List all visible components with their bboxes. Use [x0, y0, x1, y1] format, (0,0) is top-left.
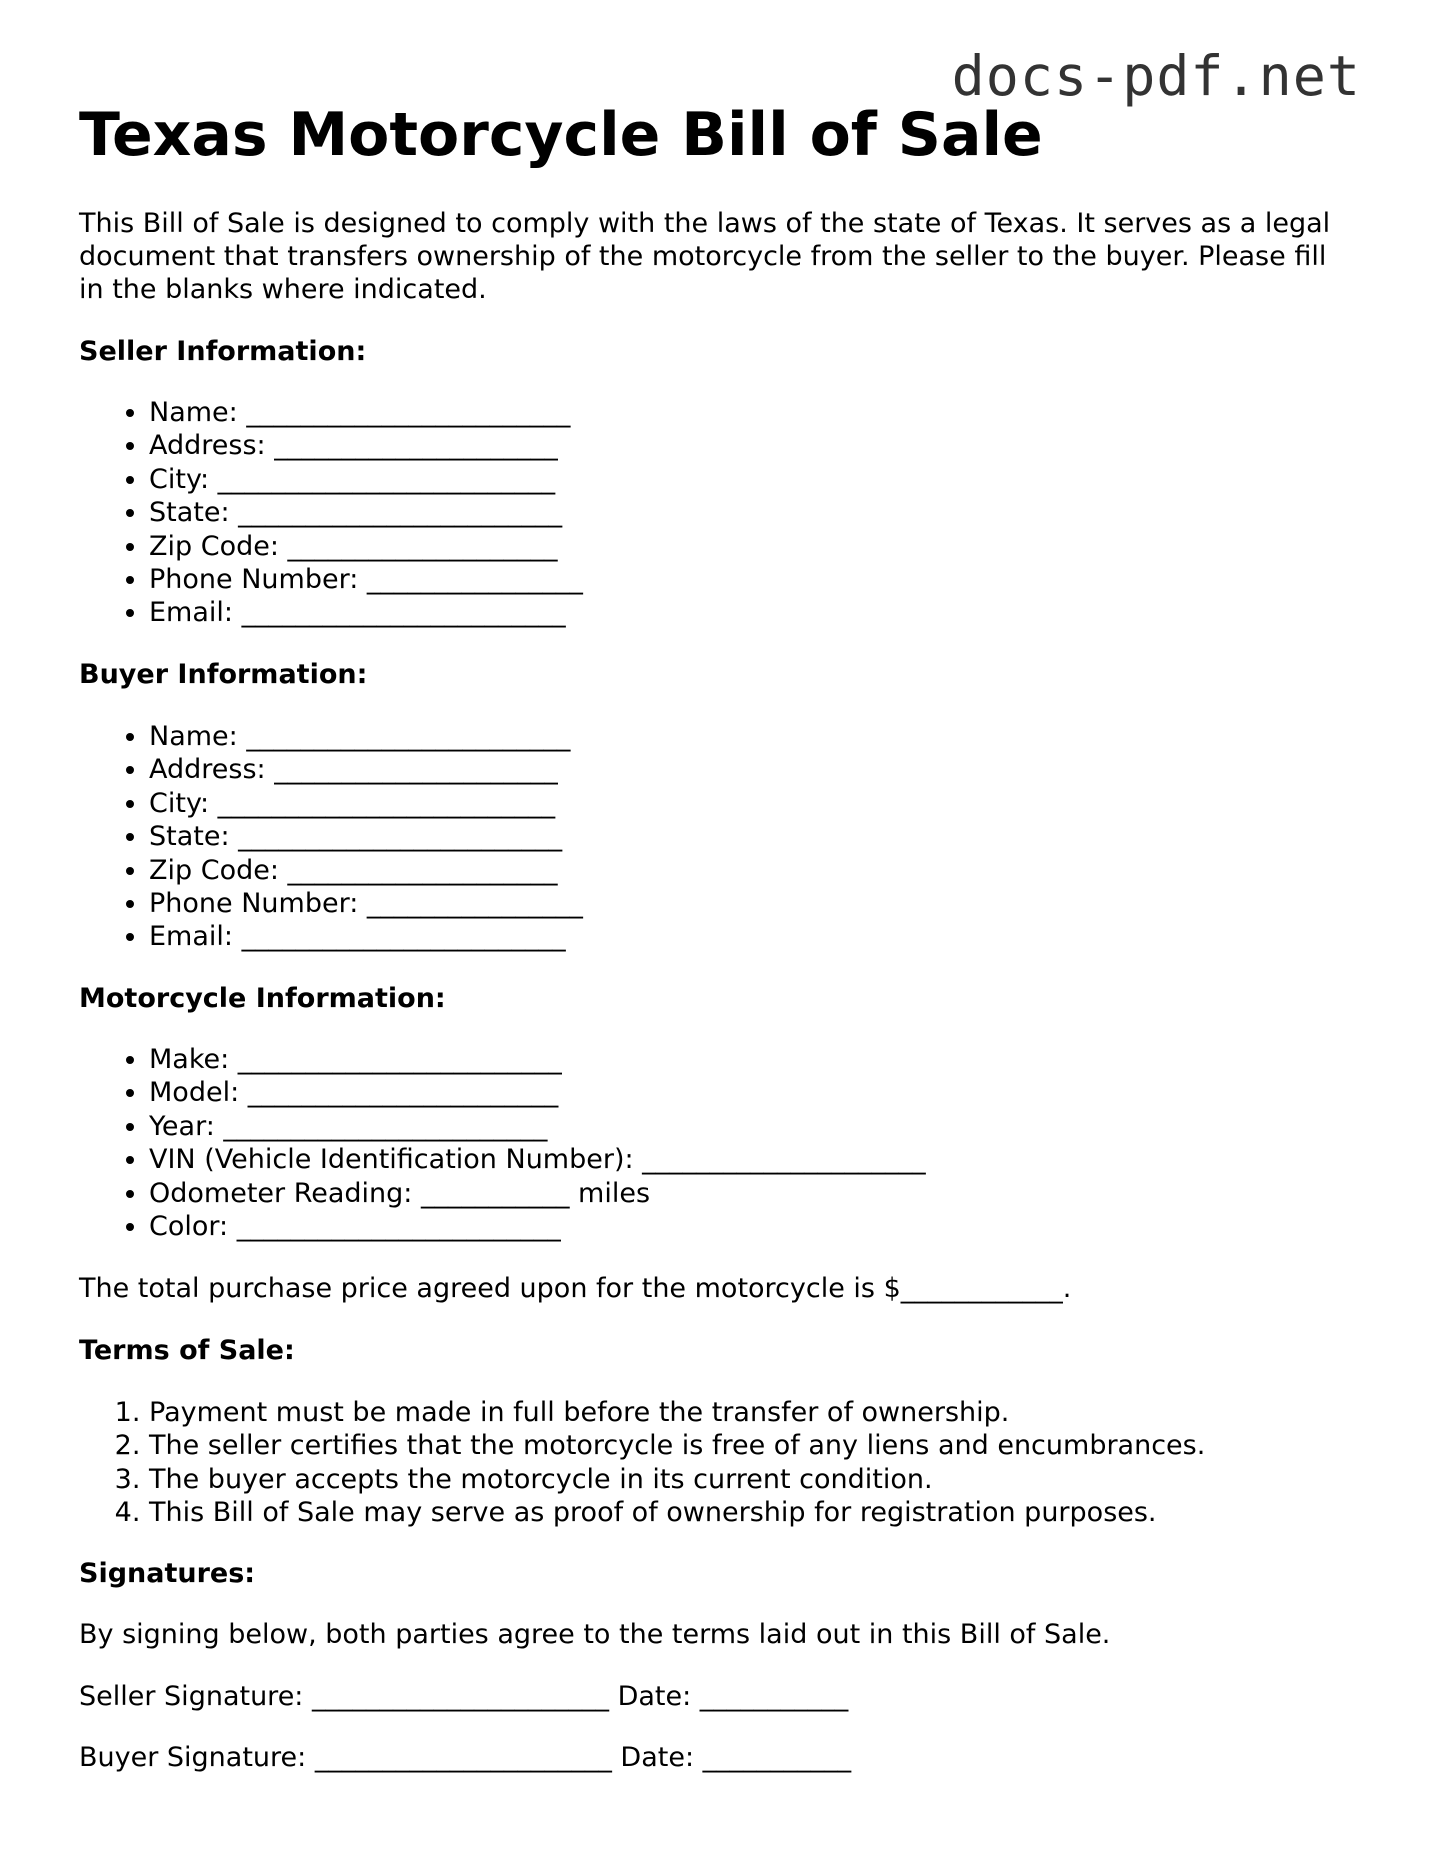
- motorcycle-model-field[interactable]: • Model: _______________________: [149, 1076, 926, 1109]
- seller-field-list: [79, 396, 583, 630]
- signatures-section-heading: Signatures:: [79, 1558, 256, 1589]
- term-item: 1. Payment must be made in full before the transfer of ownership.: [149, 1396, 1205, 1429]
- terms-list: [79, 1396, 1205, 1530]
- watermark-text: docs-pdf.net: [951, 44, 1361, 108]
- buyer-signature-line[interactable]: Buyer Signature: ______________________ Date: ___________: [79, 1742, 852, 1773]
- motorcycle-color-field[interactable]: • Color: ________________________: [149, 1210, 926, 1243]
- seller-zip-field[interactable]: • Zip Code: ____________________: [149, 530, 583, 563]
- purchase-price-line[interactable]: The total purchase price agreed upon for the motorcycle is $____________.: [79, 1273, 1072, 1304]
- motorcycle-vin-field[interactable]: • VIN (Vehicle Identification Number): _____________________: [149, 1143, 926, 1176]
- signatures-statement: By signing below, both parties agree to the terms laid out in this Bill of Sale.: [79, 1619, 1111, 1650]
- seller-email-field[interactable]: • Email: ________________________: [149, 596, 583, 629]
- term-item: 4. This Bill of Sale may serve as proof of ownership for registration purposes.: [149, 1496, 1205, 1529]
- buyer-phone-field[interactable]: • Phone Number: ________________: [149, 887, 583, 920]
- seller-name-field[interactable]: • Name: ________________________: [149, 396, 583, 429]
- motorcycle-year-field[interactable]: • Year: ________________________: [149, 1110, 926, 1143]
- buyer-zip-field[interactable]: • Zip Code: ____________________: [149, 854, 583, 887]
- buyer-field-list: [79, 720, 583, 954]
- seller-address-field[interactable]: • Address: _____________________: [149, 429, 583, 462]
- motorcycle-odometer-field[interactable]: • Odometer Reading: ___________ miles: [149, 1177, 926, 1210]
- buyer-state-field[interactable]: • State: ________________________: [149, 820, 583, 853]
- intro-paragraph: This Bill of Sale is designed to comply with the laws of the state of Texas. It serves as a legal document that transfers ownership of the motorcycle from the seller to the buyer. Please fill in the blanks where indicated.: [79, 208, 1331, 305]
- motorcycle-make-field[interactable]: • Make: ________________________: [149, 1043, 926, 1076]
- term-item: 2. The seller certifies that the motorcycle is free of any liens and encumbrances.: [149, 1429, 1205, 1462]
- document-title: Texas Motorcycle Bill of Sale: [79, 100, 1043, 170]
- buyer-email-field[interactable]: • Email: ________________________: [149, 920, 583, 953]
- seller-section-heading: Seller Information:: [79, 336, 367, 367]
- buyer-name-field[interactable]: • Name: ________________________: [149, 720, 583, 753]
- seller-state-field[interactable]: • State: ________________________: [149, 496, 583, 529]
- buyer-address-field[interactable]: • Address: _____________________: [149, 753, 583, 786]
- motorcycle-field-list: [79, 1043, 926, 1243]
- seller-phone-field[interactable]: • Phone Number: ________________: [149, 563, 583, 596]
- buyer-city-field[interactable]: • City: _________________________: [149, 787, 583, 820]
- term-item: 3. The buyer accepts the motorcycle in its current condition.: [149, 1463, 1205, 1496]
- seller-signature-line[interactable]: Seller Signature: ______________________ Date: ___________: [79, 1681, 849, 1712]
- motorcycle-section-heading: Motorcycle Information:: [79, 983, 446, 1014]
- terms-section-heading: Terms of Sale:: [79, 1335, 295, 1366]
- buyer-section-heading: Buyer Information:: [79, 659, 368, 690]
- seller-city-field[interactable]: • City: _________________________: [149, 463, 583, 496]
